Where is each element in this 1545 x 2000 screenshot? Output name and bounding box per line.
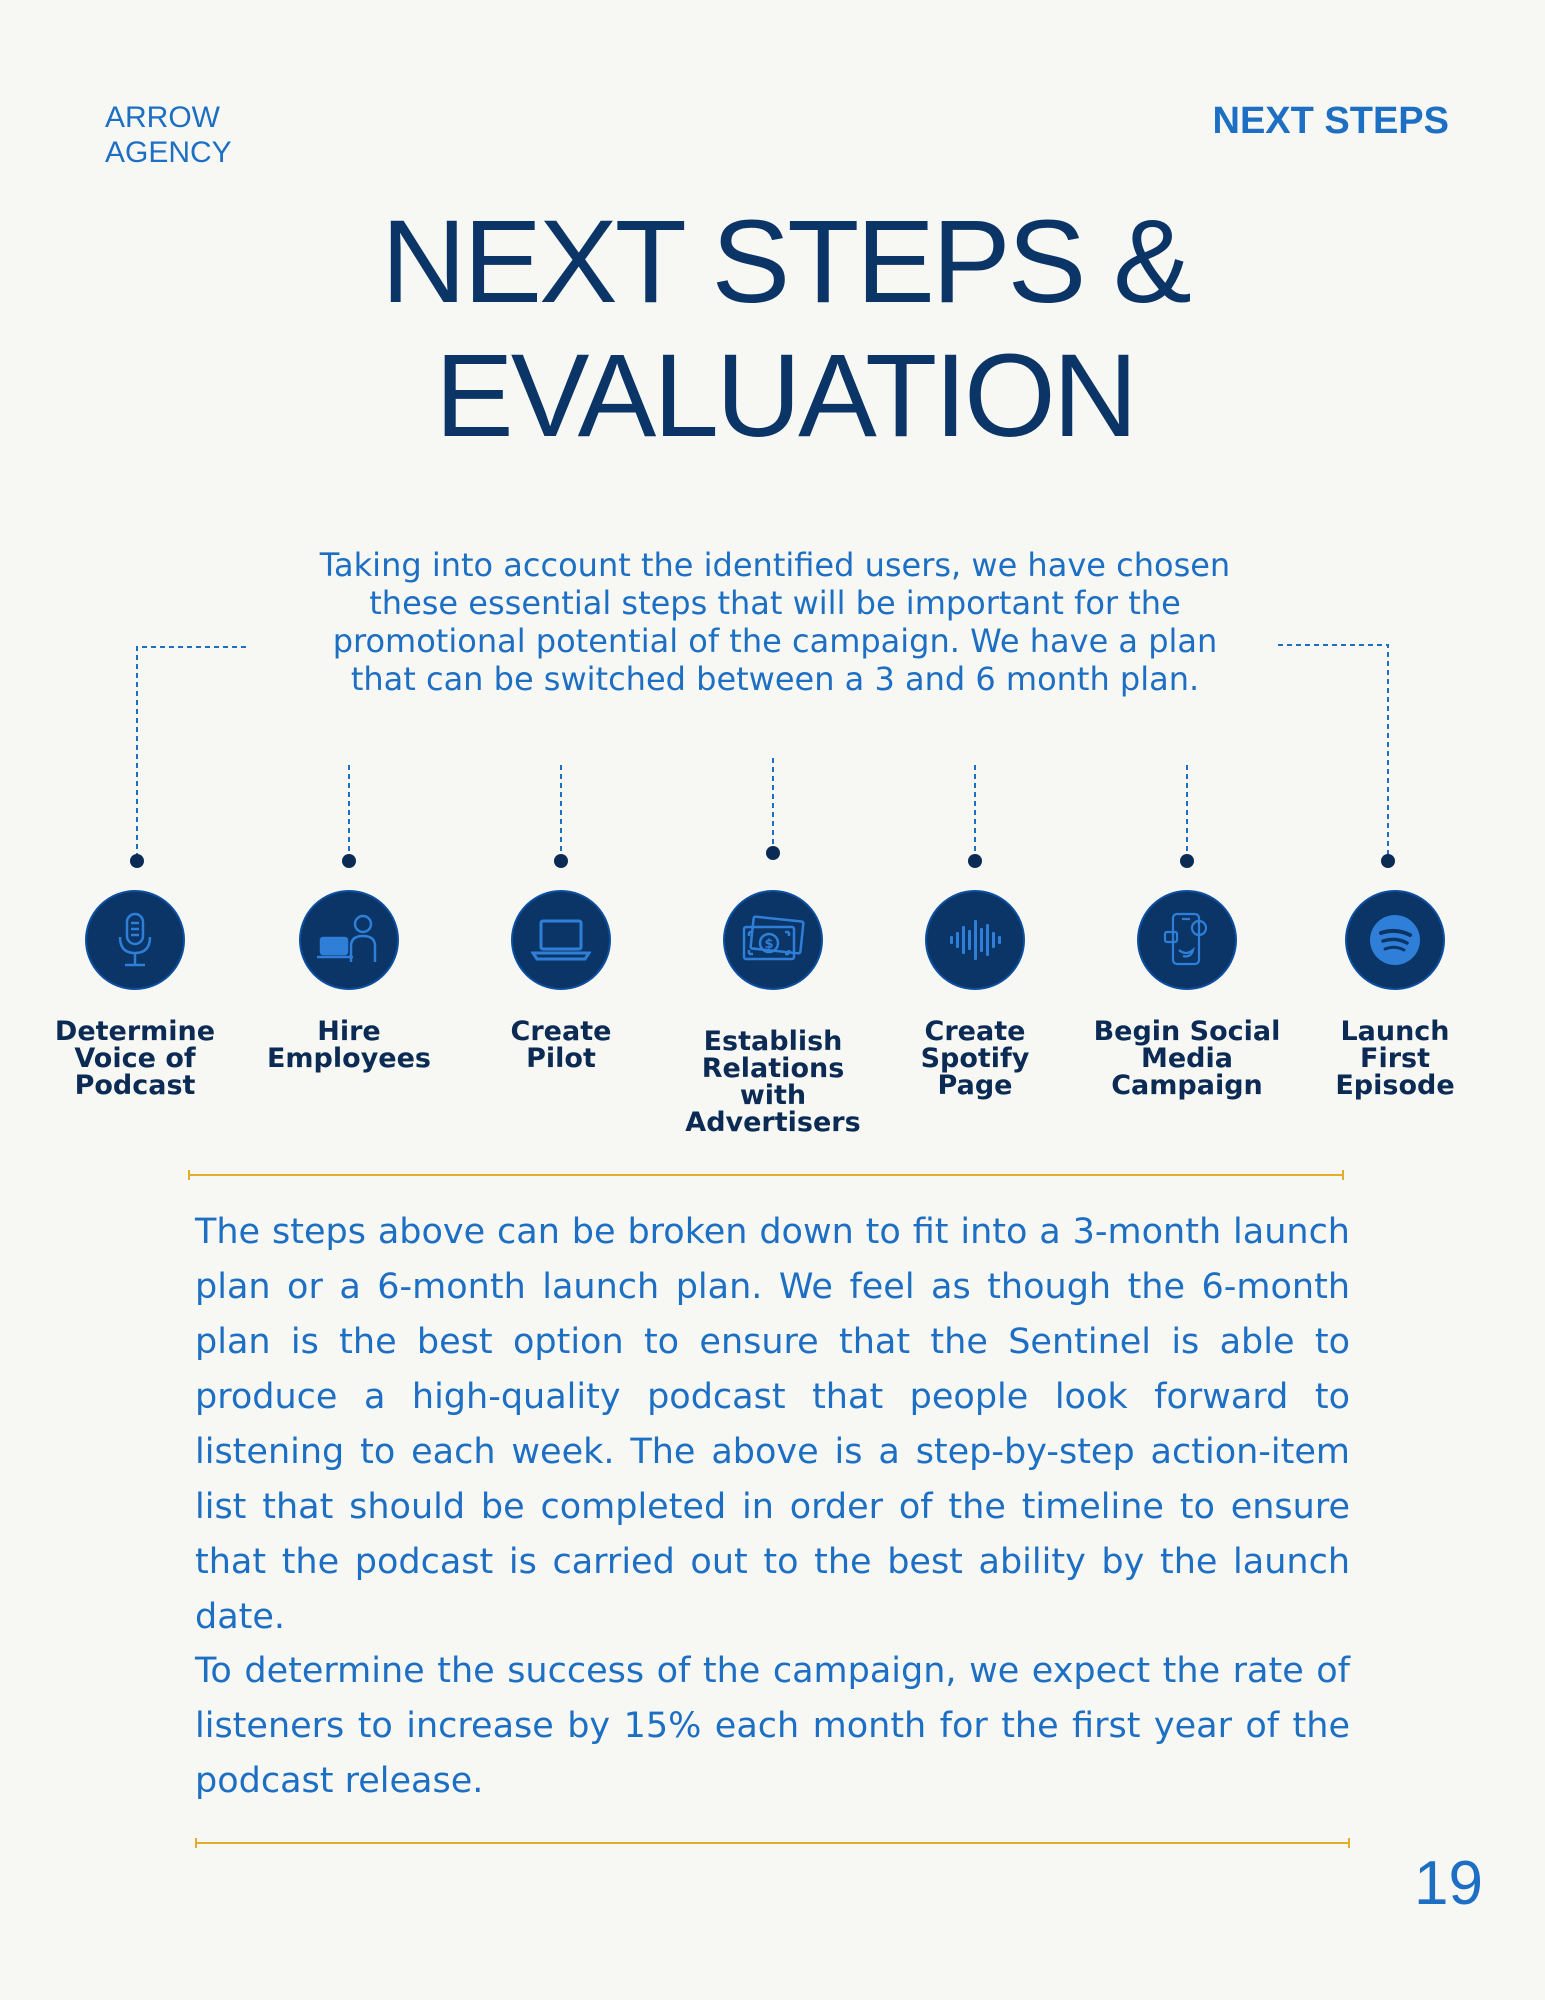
timeline-dot-5 (968, 854, 982, 868)
timeline-dot-3 (554, 854, 568, 868)
step-begin-social-media (1087, 890, 1287, 1099)
brand-line-2: AGENCY (105, 136, 232, 169)
step-label: Create Pilot (510, 1016, 612, 1074)
step-create-spotify-page (875, 890, 1075, 1099)
intro-text: Taking into account the identified users, we have chosen these essential steps that will be important for the promotional potential of the campaign. We have a plan that can be switched between a 3 and 6 month plan. (319, 546, 1231, 698)
sound-wave-icon (925, 890, 1025, 990)
brand-line-1: ARROW (105, 101, 220, 134)
step-label: Create Spotify Page (920, 1016, 1030, 1101)
step-label: Establish Relations with Advertisers (685, 1026, 861, 1138)
step-label: Launch First Episode (1335, 1016, 1455, 1101)
page-number: 19 (1414, 1849, 1483, 1918)
divider-bottom (195, 1842, 1350, 1844)
employee-laptop-icon (299, 890, 399, 990)
timeline-dot-7 (1381, 854, 1395, 868)
page-title-line-2: EVALUATION (434, 330, 1135, 462)
step-launch-first-episode (1295, 890, 1495, 1099)
timeline-dot-4 (766, 846, 780, 860)
step-label: Determine Voice of Podcast (54, 1016, 216, 1101)
step-label: Hire Employees (266, 1016, 431, 1074)
spotify-icon (1345, 890, 1445, 990)
bracket-right (1278, 645, 1388, 860)
step-establish-relations (673, 890, 873, 1136)
body-paragraph-2: To determine the success of the campaign, we expect the rate of listeners to increase by 15% each month for the first year of the podcast release. (195, 1651, 1350, 1801)
timeline-dot-6 (1180, 854, 1194, 868)
step-hire-employees (249, 890, 449, 1072)
bracket-left (137, 647, 246, 860)
money-icon (723, 890, 823, 990)
step-create-pilot (461, 890, 661, 1072)
step-determine-voice (35, 890, 235, 1099)
section-label: NEXT STEPS (1212, 100, 1449, 142)
page-title-line-1: NEXT STEPS & (381, 196, 1189, 328)
laptop-icon (511, 890, 611, 990)
divider-top (188, 1174, 1344, 1176)
body-paragraph-1: The steps above can be broken down to fit into a 3-month launch plan or a 6-month launch plan. We feel as though the 6-month plan is the best option to ensure that the Sentinel is able to produce a high-quality podcast that people look forward to listening to each week. The above is a step-by-step action-item list that should be completed in order of the timeline to ensure that the podcast is carried out to the best ability by the launch date. (195, 1212, 1350, 1637)
timeline-connectors (0, 0, 1545, 900)
step-label: Begin Social Media Campaign (1093, 1016, 1281, 1101)
social-phone-icon (1137, 890, 1237, 990)
timeline-dot-2 (342, 854, 356, 868)
microphone-icon (85, 890, 185, 990)
svg-text:$: $ (764, 937, 774, 952)
timeline-dot-1 (130, 854, 144, 868)
